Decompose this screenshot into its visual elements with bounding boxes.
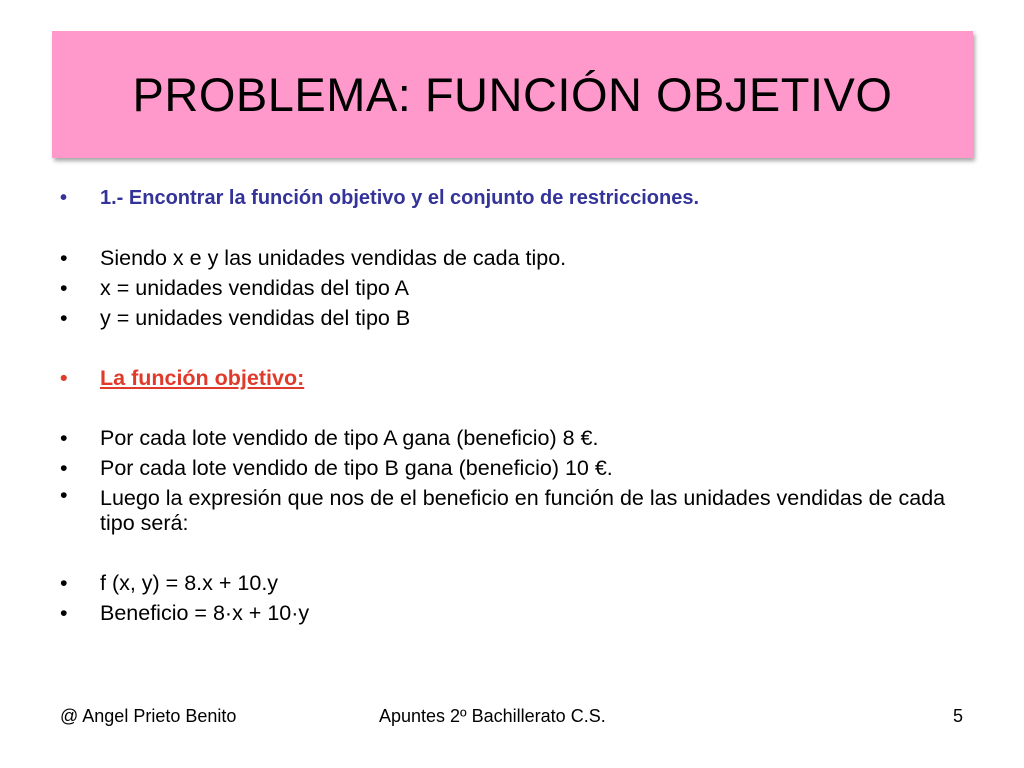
list-item [60,568,960,598]
bullet-text: Por cada lote vendido de tipo B gana (beneficio) 10 €. [100,456,613,480]
bullet-icon: • [60,366,68,390]
list-item [60,273,960,303]
formula-text: f (x, y) = 8.x + 10.y [100,571,279,595]
bullet-text: Luego la expresión que nos de el beneficio en función de las unidades vendidas de cada tipo será: [100,486,946,535]
bullet-text: y = unidades vendidas del tipo B [100,306,411,330]
footer-page-number: 5 [953,706,964,726]
list-item [60,483,960,538]
list-item [60,303,960,333]
bullet-icon: • [60,456,68,480]
bullet-icon: • [60,571,68,595]
bullet-text: Por cada lote vendido de tipo A gana (beneficio) 8 €. [100,426,599,450]
footer-course: Apuntes 2º Bachillerato C.S. [379,706,606,726]
list-item [60,598,960,628]
list-item [60,243,960,273]
bullet-list [60,183,960,628]
bullet-text: Siendo x e y las unidades vendidas de cada tipo. [100,246,567,270]
list-item [60,423,960,453]
title-box [52,31,973,158]
bullet-icon: • [60,246,68,270]
list-item [60,183,960,213]
bullet-icon: • [60,483,68,507]
list-item [60,363,960,393]
section-heading: La función objetivo: [100,366,305,390]
list-item [60,453,960,483]
bullet-text: x = unidades vendidas del tipo A [100,276,409,300]
page-title: PROBLEMA: FUNCIÓN OBJETIVO [132,68,893,121]
formula-text: Beneficio = 8·x + 10·y [100,601,310,625]
bullet-icon: • [60,306,68,330]
bullet-text: 1.- Encontrar la función objetivo y el conjunto de restricciones. [100,187,700,209]
bullet-icon: • [60,187,68,209]
footer-author: @ Angel Prieto Benito [60,706,237,726]
bullet-icon: • [60,601,68,625]
bullet-icon: • [60,426,68,450]
bullet-icon: • [60,276,68,300]
